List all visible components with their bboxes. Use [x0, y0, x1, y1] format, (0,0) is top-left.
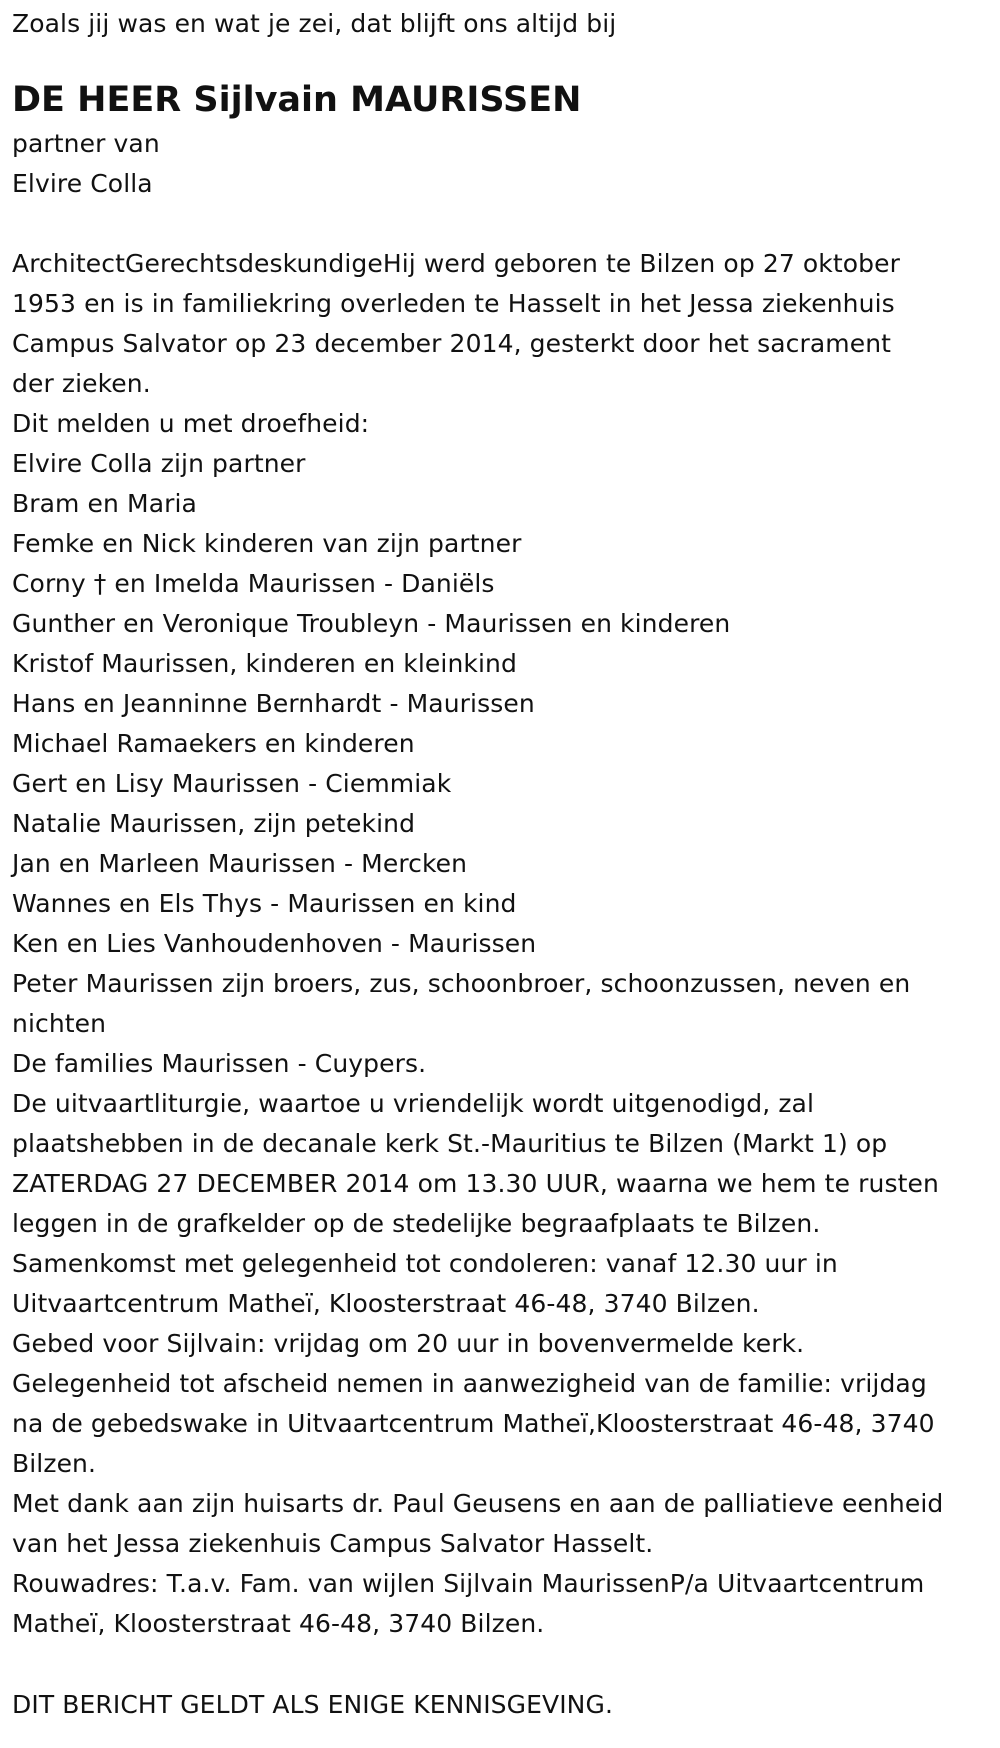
relation-line: partner van [12, 129, 160, 158]
body-line: Rouwadres: T.a.v. Fam. van wijlen Sijlvain MaurissenP/a Uitvaartcentrum [12, 1569, 925, 1598]
body-line: De families Maurissen - Cuypers. [12, 1049, 427, 1078]
body-line: Gert en Lisy Maurissen - Ciemmiak [12, 769, 452, 798]
body-line: Wannes en Els Thys - Maurissen en kind [12, 889, 517, 918]
body-line: Gunther en Veronique Troubleyn - Maurissen en kinderen [12, 609, 731, 638]
body-line: Elvire Colla zijn partner [12, 449, 306, 478]
body-line: plaatshebben in de decanale kerk St.-Mauritius te Bilzen (Markt 1) op [12, 1129, 888, 1158]
body-line: Samenkomst met gelegenheid tot condoleren: vanaf 12.30 uur in [12, 1249, 838, 1278]
partner-name: Elvire Colla [12, 169, 153, 198]
body-line: Dit melden u met droefheid: [12, 409, 370, 438]
body-line: De uitvaartliturgie, waartoe u vriendelijk wordt uitgenodigd, zal [12, 1089, 815, 1118]
body-line: Campus Salvator op 23 december 2014, gesterkt door het sacrament [12, 329, 892, 358]
body-line: na de gebedswake in Uitvaartcentrum Matheï,Kloosterstraat 46-48, 3740 [12, 1409, 935, 1438]
body-line: Gelegenheid tot afscheid nemen in aanwezigheid van de familie: vrijdag [12, 1369, 927, 1398]
body-line: Hans en Jeanninne Bernhardt - Maurissen [12, 689, 535, 718]
body-line: nichten [12, 1009, 107, 1038]
obituary-page [0, 4, 1000, 1748]
closing-notice: DIT BERICHT GELDT ALS ENIGE KENNISGEVING. [12, 1690, 613, 1719]
spacer [12, 204, 988, 244]
body-line: Peter Maurissen zijn broers, zus, schoonbroer, schoonzussen, neven en [12, 969, 911, 998]
body-line: leggen in de grafkelder op de stedelijke begraafplaats te Bilzen. [12, 1209, 821, 1238]
body-line: 1953 en is in familiekring overleden te Hasselt in het Jessa ziekenhuis [12, 289, 895, 318]
body-line: ZATERDAG 27 DECEMBER 2014 om 13.30 UUR, waarna we hem te rusten [12, 1169, 939, 1198]
deceased-name: DE HEER Sijlvain MAURISSEN [12, 80, 582, 120]
body-line: Ken en Lies Vanhoudenhoven - Maurissen [12, 929, 537, 958]
body-line: Natalie Maurissen, zijn petekind [12, 809, 416, 838]
body-line: Jan en Marleen Maurissen - Mercken [12, 849, 468, 878]
obituary-body [12, 244, 988, 1644]
body-line: Matheï, Kloosterstraat 46-48, 3740 Bilzen. [12, 1609, 545, 1638]
body-line: Uitvaartcentrum Matheï, Kloosterstraat 46-48, 3740 Bilzen. [12, 1289, 760, 1318]
body-line: der zieken. [12, 369, 151, 398]
body-line: Corny † en Imelda Maurissen - Daniëls [12, 569, 495, 598]
body-line: ArchitectGerechtsdeskundigeHij werd geboren te Bilzen op 27 oktober [12, 249, 900, 278]
body-line: Bram en Maria [12, 489, 197, 518]
body-line: Bilzen. [12, 1449, 97, 1478]
body-line: Kristof Maurissen, kinderen en kleinkind [12, 649, 517, 678]
body-line: Met dank aan zijn huisarts dr. Paul Geusens en aan de palliatieve eenheid [12, 1489, 944, 1518]
motto-text: Zoals jij was en wat je zei, dat blijft ons altijd bij [12, 9, 617, 38]
body-line: Gebed voor Sijlvain: vrijdag om 20 uur in bovenvermelde kerk. [12, 1329, 805, 1358]
body-line: van het Jessa ziekenhuis Campus Salvator Hasselt. [12, 1529, 654, 1558]
body-line: Michael Ramaekers en kinderen [12, 729, 415, 758]
body-line: Femke en Nick kinderen van zijn partner [12, 529, 522, 558]
